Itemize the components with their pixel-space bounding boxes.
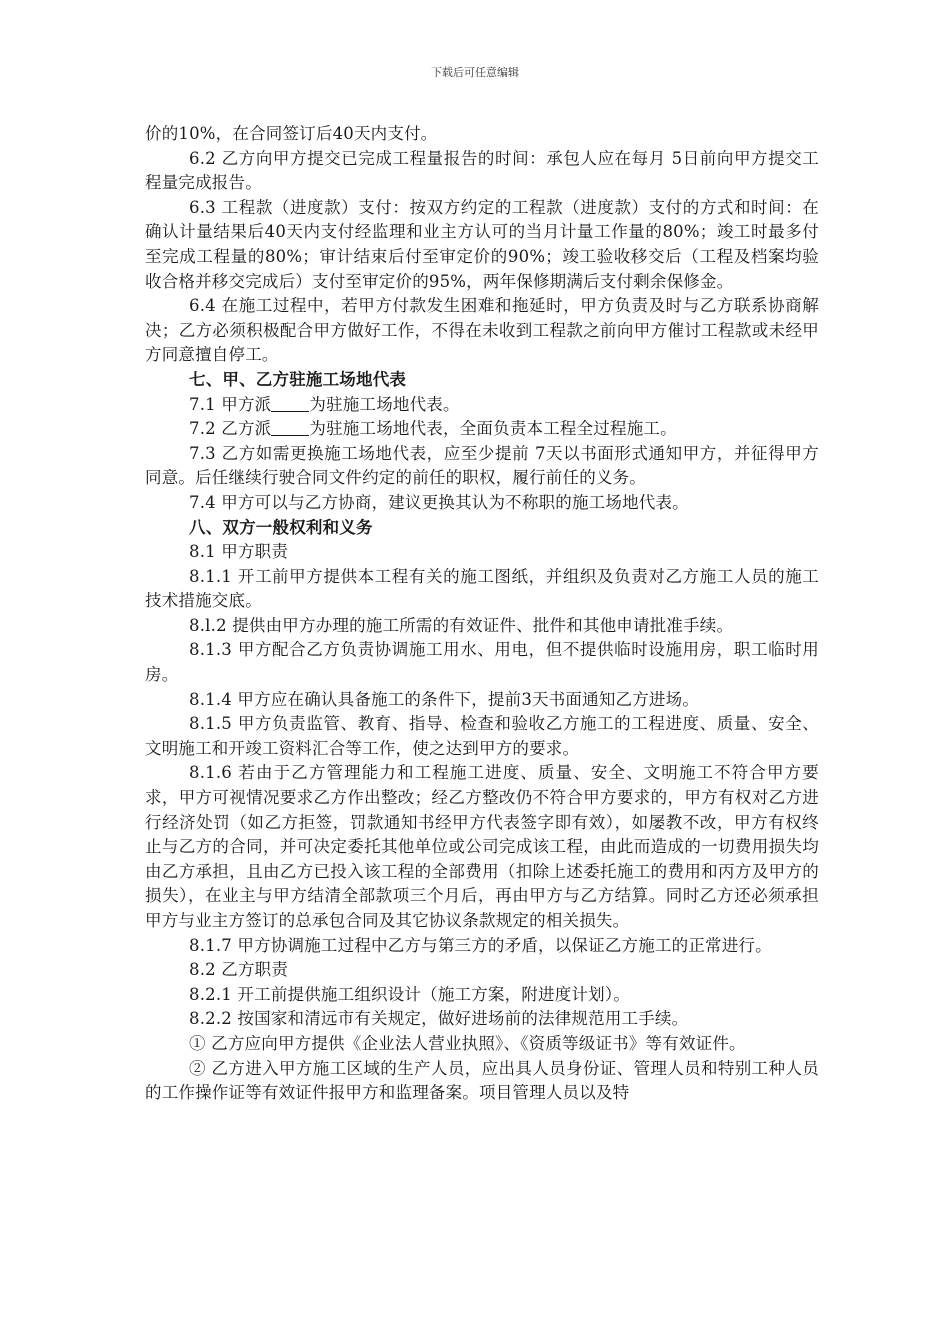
paragraph: 7.3 乙方如需更换施工场地代表，应至少提前 7天以书面形式通知甲方，并征得甲方同意。后任继续行驶合同文件约定的前任的职权，履行前任的义务。 bbox=[145, 443, 819, 488]
paragraph: 8.1.3 甲方配合乙方负责协调施工用水、用电，但不提供临时设施用房，职工临时用房。 bbox=[145, 640, 819, 685]
paragraph: 6.3 工程款（进度款）支付：按双方约定的工程款（进度款）支付的方式和时间：在确认计量结果后40天内支付经监理和业主方认可的当月计量工作量的80%；竣工时最多付至完成工程量的80%；审计结束后付至审定价的90%；竣工验收移交后（工程及档案均验收合格并移交完成后）支付至审定价的95%，两年保修期满后支付剩余保修金。 bbox=[145, 197, 819, 291]
section-heading: 八、双方一般权利和义务 bbox=[189, 517, 373, 537]
clause-text: 为驻施工场地代表，全面负责本工程全过程施工。 bbox=[309, 419, 677, 439]
fill-in-blank bbox=[271, 395, 309, 412]
page-header: 下载后可任意编辑 bbox=[431, 66, 519, 79]
paragraph: 8.l.2 提供由甲方办理的施工所需的有效证件、批件和其他申请批准手续。 bbox=[189, 615, 734, 635]
clause-text: 为驻施工场地代表。 bbox=[309, 394, 460, 414]
document-body bbox=[145, 122, 819, 1106]
paragraph: 8.2.2 按国家和清远市有关规定，做好进场前的法律规范用工手续。 bbox=[189, 1009, 689, 1029]
fill-in-blank bbox=[271, 419, 309, 436]
paragraph: 8.1.1 开工前甲方提供本工程有关的施工图纸，并组织及负责对乙方施工人员的施工技术措施交底。 bbox=[145, 566, 819, 611]
paragraph: 8.2.1 开工前提供施工组织设计（施工方案，附进度计划）。 bbox=[189, 984, 630, 1004]
paragraph-with-blank bbox=[145, 417, 819, 442]
paragraph: 7.4 甲方可以与乙方协商，建议更换其认为不称职的施工场地代表。 bbox=[189, 492, 689, 512]
list-item: ② 乙方进入甲方施工区域的生产人员，应出具人员身份证、管理人员和特别工种人员的工作操作证等有效证件报甲方和监理备案。项目管理人员以及特 bbox=[145, 1058, 819, 1103]
paragraph: 6.4 在施工过程中，若甲方付款发生困难和拖延时，甲方负责及时与乙方联系协商解决；乙方必须积极配合甲方做好工作，不得在未收到工程款之前向甲方催讨工程款或未经甲方同意擅自停工。 bbox=[145, 296, 819, 365]
paragraph: 8.1.4 甲方应在确认具备施工的条件下，提前3天书面通知乙方进场。 bbox=[189, 689, 700, 709]
paragraph: 8.1.5 甲方负责监管、教育、指导、检查和验收乙方施工的工程进度、质量、安全、文明施工和开竣工资料汇合等工作，使之达到甲方的要求。 bbox=[145, 714, 819, 758]
subsection-title: 8.1 甲方职责 bbox=[189, 542, 289, 562]
paragraph-with-blank bbox=[145, 393, 819, 418]
paragraph: 8.1.7 甲方协调施工过程中乙方与第三方的矛盾，以保证乙方施工的正常进行。 bbox=[189, 935, 772, 955]
clause-text: 7.2 乙方派 bbox=[189, 419, 272, 439]
section-heading: 七、甲、乙方驻施工场地代表 bbox=[189, 369, 407, 389]
clause-text: 7.1 甲方派 bbox=[189, 394, 272, 414]
paragraph: 6.2 乙方向甲方提交已完成工程量报告的时间：承包人应在每月 5日前向甲方提交工程量完成报告。 bbox=[145, 148, 819, 193]
list-item: ① 乙方应向甲方提供《企业法人营业执照》、《资质等级证书》等有效证件。 bbox=[189, 1033, 746, 1053]
paragraph: 价的10%，在合同签订后40天内支付。 bbox=[145, 124, 438, 143]
subsection-title: 8.2 乙方职责 bbox=[189, 960, 289, 980]
paragraph: 8.1.6 若由于乙方管理能力和工程施工进度、质量、安全、文明施工不符合甲方要求，甲方可视情况要求乙方作出整改；经乙方整改仍不符合甲方要求的，甲方有权对乙方进行经济处罚（如乙方拒签，罚款通知书经甲方代表签字即有效），如屡教不改，甲方有权终止与乙方的合同，并可决定委托其他单位或公司完成该工程，由此而造成的一切费用损失均由乙方承担，且由乙方已投入该工程的全部费用（扣除上述委托施工的费用和丙方及甲方的损失），在业主与甲方结清全部款项三个月后，再由甲方与乙方结算。同时乙方还必须承担甲方与业主方签订的总承包合同及其它协议条款规定的相关损失。 bbox=[145, 763, 819, 930]
